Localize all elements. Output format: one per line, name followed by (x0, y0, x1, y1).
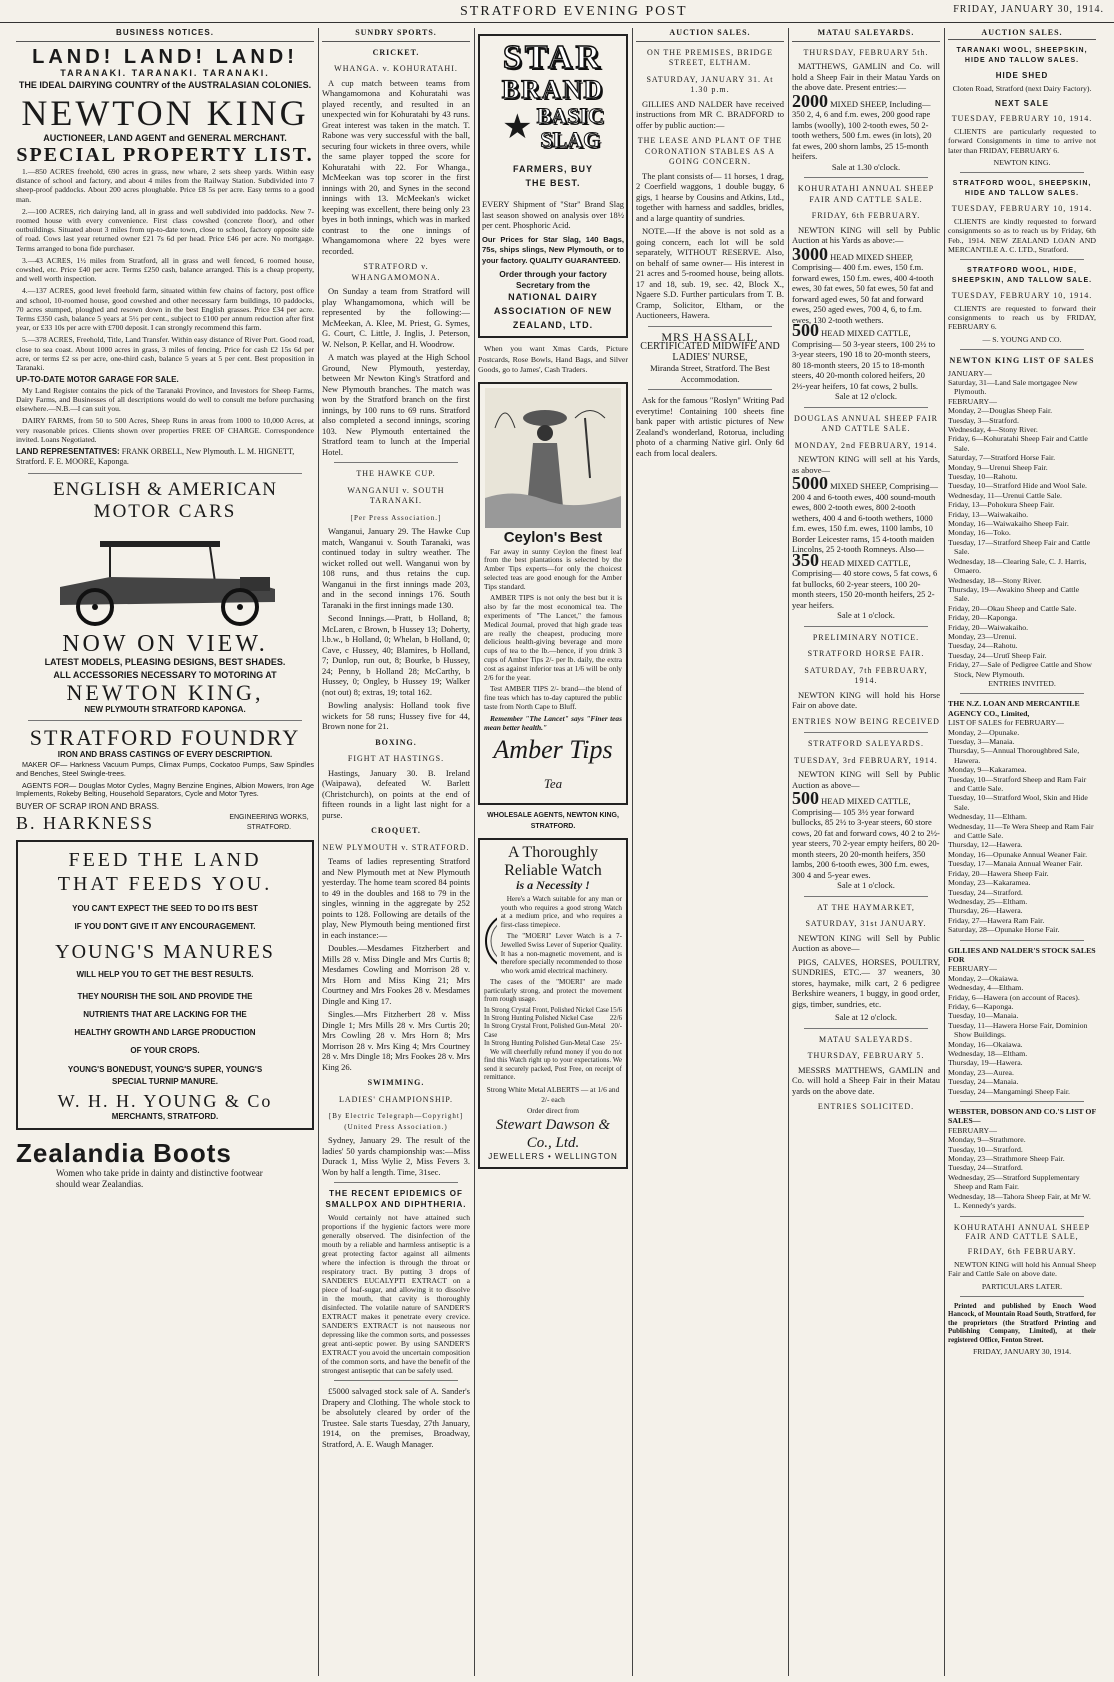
list-item: Saturday, 28—Opunake Horse Fair. (948, 925, 1060, 935)
price-label: In Strong Hunting Polished Nickel Case (484, 1015, 594, 1023)
list-item: Tuesday, 17—Manaia Annual Weaner Fair. (948, 859, 1083, 869)
list-item: Friday, 27—Sale of Pedigree Cattle and Show Stock, New Plymouth. (948, 660, 1092, 679)
stock-entry (792, 473, 940, 555)
section-heading: MATAU SALEYARDS. (792, 28, 940, 42)
stock-entry (792, 243, 940, 326)
list-item: Monday, 16—Toko. (948, 528, 1011, 538)
list-item: FEBRUARY— (948, 396, 997, 406)
list-item: 5.—378 ACRES, Freehold, Title, Land Transfer. Within easy distance of River Port. Good road, close to sea coast. About 1000 acres in grass, 3 miles of fencing. Price for cash £2 15s 6d per acre, or terms £2 ss per acre, one-third cash, balance 5 years at 5 per cent. Best proposition in Taranaki. (16, 335, 314, 373)
column-auction-sales (636, 28, 784, 1676)
price-value: 20/- (611, 1023, 622, 1031)
article-paragraph: Bowling analysis: Holland took five wickets for 58 runs; Hussey five for 44, Brown none for 21. (322, 700, 470, 731)
sale-time: Sale at 1 o'clock. (837, 610, 895, 620)
sale-paragraph: NEWTON KING will Sell by Public Auction as above— (792, 932, 940, 953)
list-item: Wednesday, 18—Tahora Sheep Fair, at Mr W. L. Kennedy's yards. (948, 1191, 1091, 1211)
signature: NEWTON KING. (993, 158, 1051, 168)
list-label: FEBRUARY— (948, 964, 997, 974)
list-item: Tuesday, 3—Manaia. (948, 737, 1015, 746)
list-item (484, 1007, 622, 1015)
jewellers-wellington: JEWELLERS • WELLINGTON (488, 1152, 618, 1162)
sale-time: Sale at 12 o'clock. (835, 1012, 897, 1022)
list-item: 2.—100 ACRES, rich dairying land, all in grass and well subdivided into paddocks. New 7-roomed house with every convenience. First class cowshed (concrete floor), and other outbuildings. Situated about 3 miles from up-to-date town, close to school, factory opposite side of road. Cows last year returned owner £21 7s 6d per head. Price £46 per acre. No mortgage. Terms arranged to bona fide purchaser. (16, 206, 314, 253)
column-rule (632, 28, 633, 1676)
feeds-you: THAT FEEDS YOU. (57, 872, 273, 895)
section-heading: BUSINESS NOTICES. (16, 28, 314, 42)
webster-dobson-sales-list (948, 1135, 1096, 1210)
plant-list: The plant consists of— 11 horses, 1 drag, 2 Coerfield waggons, 1 double buggy, 6 gigs, 1 hearse by Cousins and Atkins, Ltd., together with harness and saddles, bridles, and a large quantity of sundries. (636, 170, 784, 223)
list-item: Tuesday, 24—Stratford. (948, 887, 1023, 897)
article-paragraph: Would certainly not have attained such proportions if the hygienic factors were more generally observed. The disinfection of the mouth by a reliable and harmless antiseptic is a great protecting factor against all ailments where the infection is through the throat or respiratory tract. By putting 3 drops of SANDER'S EUCALYPTI EXTRACT on a piece of loaf-sugar, and allowing it to dissolve in the mouth, that cavity is thoroughly disinfected. The volatile nature of SANDER'S EXTRACT makes it penetrate every crevice. SANDER'S EXTRACT is not nauseous nor depressing like the common sorts, and possesses great anti-septic power. By using SANDER'S EXTRACT you avoid the uncertain composition of the common sorts, and have the benefit of the strongest antiseptic that can be safely used. (322, 1213, 470, 1375)
list-item (484, 1023, 622, 1039)
list-item: Saturday, 31—Land Sale mortgagee New Plymouth. (948, 377, 1078, 397)
column-newton-king-ads (16, 28, 314, 1676)
list-item: 3.—43 ACRES, 1½ miles from Stratford, all in grass and well fenced, 6 roomed house, cowshed, etc. Price £40 per acre. Terms £250 cash, balance arranged. This is a cheap property, and well worth inspection. (16, 255, 314, 284)
paper-date: FRIDAY, JANUARY 30, 1914. (953, 4, 1104, 15)
list-item: Wednesday, 18—Stony River. (948, 575, 1042, 585)
list-item: Thursday, 5—Annual Thoroughbred Sale, Hawera. (948, 746, 1080, 765)
article-paragraph: Hastings, January 30. B. Ireland (Waipawa), defeated W. Barlett (Christchurch), on points at the end of fifteen rounds in a light last night for a purse. (322, 767, 470, 820)
list-item: Tuesday, 3—Stratford. (948, 415, 1019, 425)
article-paragraph: Teams of ladies representing Stratford and New Plymouth met at New Plymouth yesterday. The home team scored 84 points to 49 in the doubles and 168 to 79 in the singles, winning in the aggregate by 252 points to 128. Following are details of the play, New Plymouth being mentioned first in each instance:— (322, 856, 470, 940)
taranaki-line: TARANAKI. TARANAKI. TARANAKI. (60, 67, 270, 78)
list-item: Tuesday, 10—Manaia. (948, 1011, 1019, 1021)
list-item (484, 1015, 622, 1023)
sale-title: PRELIMINARY NOTICE. (812, 632, 920, 642)
scrap-buyer: BUYER OF SCRAP IRON AND BRASS. (16, 802, 159, 812)
list-item: Tuesday, 24—Mangamingi Sheep Fair. (948, 1086, 1071, 1096)
sale-date: SATURDAY, 31st JANUARY. (805, 919, 927, 928)
sale-date: SATURDAY, JANUARY 31. At 1.30 p.m. (646, 74, 774, 94)
stock-entry (792, 320, 940, 391)
section-heading: AUCTION SALES. (948, 28, 1096, 40)
entries-notice: ENTRIES NOW BEING RECEIVED (792, 716, 940, 726)
slag-logo-row (482, 104, 624, 152)
list-item: Monday, 9—Strathmore. (948, 1135, 1026, 1145)
list-item: Monday, 2—Okaiawa. (948, 973, 1019, 983)
list-item: Monday, 23—Strathmore Sheep Fair. (948, 1154, 1065, 1164)
list-item: Monday, 2—Opunake. (948, 727, 1020, 737)
sale-paragraph: NEWTON KING will Sell by Public Auction as above— (792, 769, 940, 790)
basic-slag-words (537, 104, 604, 152)
list-heading: WEBSTER, DOBSON AND CO.'S LIST OF SALES— (948, 1107, 1096, 1126)
agents-for: AGENTS FOR— Douglas Motor Cycles, Magny Benzine Engines, Albion Mowers, Iron Age Implements, Rokeby Belting, Household Separators, Cycle and Motor Tyres. (16, 780, 314, 799)
epidemic-heading: THE RECENT EPIDEMICS OF SMALLPOX AND DIPHTHERIA. (325, 1189, 467, 1209)
match-title: WHANGA. v. KOHURATAHI. (334, 64, 458, 73)
croquet-heading: CROQUET. (371, 826, 421, 835)
watch-price-list (484, 1007, 622, 1048)
list-item: Wednesday, 4—Eltham. (948, 983, 1024, 993)
article-paragraph: Wanganui, January 29. The Hawke Cup match, Wanganui v. South Taranaki, was continued today in sultry weather. The wicket rolled out well. Wanganui won by 108 runs, and thus retains the cup. Wanganui in the first innings made 203, and in the second innings 176. South Taranaki in the first innings made 130. (322, 526, 470, 610)
sale-title: DOUGLAS ANNUAL SHEEP FAIR AND CATTLE SALE. (793, 413, 939, 433)
price-label: In Strong Crystal Front, Polished Gun-Metal Case (484, 1023, 606, 1039)
tea-picker-illustration (485, 388, 621, 528)
list-item: Monday, 16—Waiwakaiho Sheep Fair. (948, 519, 1069, 529)
sale-title: MATAU SALEYARDS. (818, 1034, 914, 1044)
match-title: FIGHT AT HASTINGS. (347, 754, 445, 763)
section-heading: SUNDRY SPORTS. (322, 28, 470, 42)
article-paragraph: A match was played at the High School Ground, New Plymouth, yesterday, between Mr Newton King's Stratford and New Plymouth branches. The match was won by the Stratford branch on the first innings, by 100 runs to 69 runs. Stratford also completed a second innings, scoring 103. New Plymouth entertained the Stratford team to lunch at the Imperial Hotel. (322, 352, 470, 457)
whh-young: W. H. H. YOUNG & Co (57, 1090, 273, 1111)
loan-agency-sales-list (948, 728, 1096, 935)
match-title: NEW PLYMOUTH v. STRATFORD. (322, 842, 470, 852)
sale-date: TUESDAY, FEBRUARY 10, 1914. (951, 204, 1093, 214)
maker-of: MAKER OF— Harkness Vacuum Pumps, Climax Pumps, Cockatoo Pumps, Saw Spindles and Benches, Steel Swingle-trees. (16, 759, 314, 778)
hide-shed: HIDE SHED (995, 71, 1049, 81)
special-list-heading: SPECIAL PROPERTY LIST. (16, 144, 314, 166)
sale-title: AT THE HAYMARKET, (817, 902, 915, 912)
newton-king-sales-list (948, 378, 1096, 679)
list-item: Friday, 20—Waiwakaiho. (948, 622, 1029, 632)
feed-the-land: FEED THE LAND (68, 848, 262, 871)
sale-date: SATURDAY, 7th FEBRUARY, 1914. (804, 665, 928, 685)
branch-towns: NEW PLYMOUTH STRATFORD KAPONGA. (84, 704, 246, 714)
sale-paragraph: MATTHEWS, GAMLIN and Co. will hold a Sheep Fair in their Matau Yards on the above date. Present entries:— (792, 61, 940, 92)
nourish-soil: THEY NOURISH THE SOIL AND PROVIDE THE NUTRIENTS THAT ARE LACKING FOR THE HEALTHY GROWTH AND LARGE PRODUCTION OF YOUR CROPS. (74, 991, 256, 1055)
list-item: Monday, 23—Aurea. (948, 1067, 1014, 1077)
price-label: In Strong Hunting Polished Gun-Metal Case (484, 1039, 606, 1047)
stock-detail: HEAD MIXED CATTLE, Comprising— 105 3½ year forward bullocks, 85 2½ to 3-year steers, 60 store cows, 20 fat and forward cows, 40 2 to 2½-year steers, 70 2-year empty heifers, 80 20-month steers, 20 20-month heifers, 350 lambs, 200 6-tooth ewes, 300 f.m. ewes, 300 4 and 5-year ewes. (792, 796, 940, 880)
cloten-road: Cloten Road, Stratford (next Dairy Factory). (952, 83, 1092, 93)
column-display-ads (478, 28, 628, 1676)
stock-detail: MIXED SHEEP, Comprising— 200 4 and 6-tooth ewes, 400 sound-mouth ewes, 800 2-tooth ewes, 800 2-tooth wethers, 400 4 and 6-tooth wethers, 1000 f.m. ewes, 150 f.m. ewes, 1100 lambs, 10 Border Leicester rams, 15 4-tooth maiden Lincolns, 25 2-tooth Romneys. Also— (792, 481, 939, 554)
watch-ad (478, 838, 628, 1168)
newton-king-title: NEWTON KING (21, 92, 309, 133)
list-item: Tuesday, 10—Rahotu. (948, 472, 1018, 482)
slag-prices: Our Prices for Star Slag, 140 Bags, 75s, ships slings, New Plymouth, or to your factory. QUALITY GUARANTEED. (482, 234, 624, 265)
watch-heading: A Thoroughly Reliable Watch (504, 844, 602, 880)
ceylons-best: Ceylon's Best (503, 528, 603, 546)
cricket-heading: CRICKET. (372, 47, 420, 57)
slag-word: SLAG (540, 127, 601, 152)
list-item: Wednesday, 25—Stratford Supplementary Sheep and Ram Fair. (948, 1172, 1080, 1192)
watch-body (484, 895, 622, 978)
list-item: Wednesday, 18—Eltham. (948, 1049, 1028, 1058)
list-item: Thursday, 19—Hawera. (948, 1058, 1023, 1068)
match-title: STRATFORD v. WHANGAMOMONA. (351, 262, 441, 282)
list-item (484, 1040, 622, 1048)
price-label: In Strong Crystal Front, Polished Nickel Case (484, 1007, 609, 1015)
stock-detail: HEAD MIXED SHEEP, Comprising— 400 f.m. ewes, 150 f.m. forward ewes, 150 f.m. ewes, 400 4-tooth ewes, 30 fat ewes, 50 fat ewes, 50 fat and forward aged ewes, 50 fat and forward ewes, 250 aged ewes, 700 4, 6, to f.m. ewes, 130 2-tooth wethers. (792, 251, 934, 325)
sale-paragraph: CLIENTS are requested to forward their consignments to reach us by FRIDAY, FEBRUARY 6. (948, 303, 1096, 332)
brand-word: BRAND (501, 75, 605, 104)
list-item: Tuesday, 17—Stratford Sheep Fair and Cattle Sale. (948, 537, 1091, 557)
price-value: 25/- (611, 1039, 622, 1047)
zealandia-text: Women who take pride in dainty and distinctive footwear should wear Zealandias. (56, 1168, 263, 1189)
sale-title: STRATFORD HORSE FAIR. (807, 649, 925, 658)
match-title: WANGANUI v. SOUTH TARANAKI. (347, 485, 445, 505)
price-value: 15/6 (609, 1007, 622, 1015)
stock-entry (792, 549, 940, 611)
particulars-later: PARTICULARS LATER. (981, 1281, 1063, 1291)
sale-paragraph: CLIENTS are particularly requested to forward Consignments in time to arrive not later than FRIDAY, FEBRUARY 6. (948, 126, 1096, 155)
sale-paragraph: GILLIES AND NALDER have received instructions from MR C. BRADFORD to offer by public auction:— (636, 98, 784, 130)
entries-invited: ENTRIES INVITED. (988, 678, 1056, 688)
tea-paragraph: Far away in sunny Ceylon the finest leaf from the best plantations is selected by the Amber Tips experts—for only the choicest selected teas are good enough for the Amber Tips standard. (484, 546, 622, 591)
list-label: FEBRUARY— (948, 1125, 997, 1135)
stock-count: 500 (792, 320, 819, 340)
sale-paragraph: NEWTON KING will sell at his Yards, as above— (792, 454, 940, 475)
roslyn-pad-ad: Ask for the famous "Roslyn" Writing Pad everytime! Containing 100 sheets fine bank paper with artistic pictures of New Zealand's wonderland, Rotorua, including photo of a charming Native girl. Only 6d each from local dealers. (636, 395, 784, 458)
list-item: Wednesday, 11—Urenui Cattle Sale. (948, 490, 1062, 500)
necessity: is a Necessity ! (516, 878, 590, 893)
sale-lot: THE LEASE AND PLANT OF THE CORONATION STABLES AS A GOING CONCERN. (637, 136, 783, 166)
latest-models: LATEST MODELS, PLEASING DESIGNS, BEST SHADES. (44, 656, 286, 667)
article-paragraph: Second Innings.—Pratt, b Holland, 8; McLaren, c Brown, b Hussey 13; Doherty, l.b.w., b Holland, 0; Whelan, b Holland, 0; Cave, c Hussey, 40; Blamires, b Holland, 7; Dunlop, run out, 8; Bourke, b Hussey, 24; Penny, b Holland 28; McCarthy, b Hussey, 0; Ongley, b Hussey 19; Walker (not out) 8; extras, 19; total 162. (322, 613, 470, 697)
list-item: Tuesday, 10—Stratford Hide and Wool Sale. (948, 481, 1087, 491)
list-item: Thursday, 26—Hawera. (948, 906, 1023, 916)
cant-expect: YOU CAN'T EXPECT THE SEED TO DO ITS BEST IF YOU DON'T GIVE IT ANY ENCOURAGEMENT. (72, 903, 258, 931)
list-item: Tuesday, 24—Rahotu. (948, 641, 1018, 651)
harkness-sig (16, 813, 314, 834)
foundry-title: STRATFORD FOUNDRY (29, 725, 301, 751)
motor-car-illustration (40, 527, 290, 627)
amber-tips-logo (484, 735, 622, 799)
star-word: STAR (502, 39, 604, 76)
refund-note: We will cheerfully refund money if you do not find this Watch right up to your expectations. We send it securely packed, Post Free, on receipt of remittance. (484, 1048, 622, 1082)
article-paragraph: On Sunday a team from Stratford will play Whangamomona, which will be represented by the following:—McMeekan, A. Klee, M. Priest, G. Symes, G. Court, C. Little, J. Inglis, J. Peterson, W. Nelson, P. Kellar, and H. Woodrow. (322, 286, 470, 349)
list-item: Monday, 23—Kakaramea. (948, 878, 1031, 888)
stock-detail: MIXED SHEEP, Including— 350 2, 4, 6 and f.m. ewes, 200 good rape lambs (woolly), 100 2-tooth ewes, 50 2-tooth wethers, 500 f.m. ewes (in lots), 20 fat ewes, 200 shorn lambs, 25 15-month heifers. (792, 98, 932, 161)
entries-notice: ENTRIES SOLICITED. (817, 1102, 915, 1111)
tea-word: Tea (543, 776, 563, 792)
list-item: Wednesday, 11—Te Wera Sheep and Ram Fair and Cattle Sale. (948, 821, 1094, 841)
stock-entry (792, 90, 940, 162)
list-item: Friday, 20—Kaponga. (948, 613, 1018, 623)
sale-title: KOHURATAHI ANNUAL SHEEP FAIR AND CATTLE SALE, (953, 1222, 1091, 1241)
column-rule (474, 28, 475, 1676)
list-item: Tuesday, 24—Manaia. (948, 1077, 1019, 1087)
list-label: JANUARY— (948, 368, 992, 378)
match-title: LADIES' CHAMPIONSHIP. (338, 1094, 453, 1104)
alberts: Strong White Metal ALBERTS — at 1/6 and 2/- each (486, 1084, 620, 1105)
youngs-products: YOUNG'S BONEDUST, YOUNG'S SUPER, YOUNG'S SPECIAL TURNIP MANURE. (67, 1064, 263, 1086)
auctioneer-line: AUCTIONEER, LAND AGENT and GENERAL MERCHANT. (43, 132, 287, 143)
signature: — S. YOUNG AND CO. (982, 334, 1062, 344)
midwife-title: CERTIFICATED MIDWIFE AND LADIES' NURSE, (640, 341, 780, 363)
list-item: Monday, 16—Okaiawa. (948, 1039, 1023, 1049)
list-item: Friday, 6—Hawera (on account of Races). (948, 992, 1080, 1002)
property-list (16, 167, 314, 372)
shipment-text: EVERY Shipment of "Star" Brand Slag last season showed on analysis over 18½ per cent. Phosphoric Acid. (482, 200, 624, 230)
list-item: Friday, 13—Waiwakaiho. (948, 509, 1029, 519)
sale-paragraph: NEWTON KING will hold his Annual Sheep Fair and Cattle Sale on above date. (948, 1259, 1096, 1279)
next-sale: NEXT SALE (995, 99, 1049, 109)
ideal-dairy: THE IDEAL DAIRYING COUNTRY of the AUSTRALASIAN COLONIES. (18, 80, 312, 90)
representatives-label: LAND REPRESENTATIVES: (16, 446, 120, 456)
stock-detail: HEAD MIXED CATTLE, Comprising— 50 3-year steers, 100 2½ to 3-year steers, 190 18 to 20-month steers, 80 18-month steers, 20 15 to 18-month steers, 40 20-month colored heifers, 20 2½-year heifers, 10 fat cows, 2 bulls. (792, 328, 936, 391)
list-item: Friday, 6—Kohuratahi Sheep Fair and Cattle Sale. (948, 434, 1088, 453)
price-value: 22/6 (609, 1015, 622, 1023)
star-icon: ★ (502, 108, 533, 146)
watch-paragraph: The cases of the "MOERI" are made particularly strong, and protect the movement from rough usage. (484, 978, 622, 1004)
xmas-cards: When you want Xmas Cards, Picture Postcards, Rose Bowls, Hand Bags, and Silver Goods, go to James', Cash Traders. (478, 344, 628, 374)
hassall-address: Miranda Street, Stratford. The Best Accommodation. (650, 363, 770, 384)
list-item: Tuesday, 10—Stratford. (948, 1144, 1023, 1154)
stock-count: 500 (792, 788, 819, 808)
list-item: Wednesday, 25—Eltham. (948, 896, 1028, 906)
order-through: Order through your factory Secretary from the (499, 269, 607, 290)
article-paragraph: Doubles.—Mesdames Fitzherbert and Mills 28 v. Miss Dingle and Mrs Curtis 8; Mesdames Cowling and Morrison 28 v. Mrs Horn and Miss King 21; Mrs Courtney and Mrs Fookes 28 v. Mesdames Dingle and King 17. (322, 943, 470, 1006)
sale-date: THURSDAY, FEBRUARY 5. (807, 1051, 925, 1060)
list-item: Monday, 16—Opunake Annual Weaner Fair. (948, 849, 1088, 859)
watch-paragraph: Here's a Watch suitable for any man or youth who requires a good strong Watch at a medium price, and who requires a first-class timepiece. (500, 894, 622, 929)
list-item: Monday, 9—Urenui Sheep Fair. (948, 462, 1048, 472)
press-credit: [Per Press Association.] (350, 513, 442, 522)
list-item: 4.—137 ACRES, good level freehold farm, situated within few chains of factory, post office and school, 10-roomed house, good cowshed and other necessary farm buildings, 10 paddocks, 70 acres stumped, ploughed and resown down in the best English grasses. Price £34 per acre. Terms £350 cash, balance 5 years at 5½ per cent., subject to £100 per annum reduction after first year, or £33 10s per acre with £700 deposit. I can strongly recommend this farm. (16, 286, 314, 333)
sale-date: TUESDAY, 3rd FEBRUARY, 1914. (794, 755, 938, 765)
column-rule (318, 28, 319, 1676)
imprint-date: FRIDAY, JANUARY 30, 1914. (972, 1346, 1072, 1356)
sale-title: TARANAKI WOOL, SHEEPSKIN, HIDE AND TALLOW SALES. (956, 47, 1088, 64)
sale-note: NOTE.—If the above is not sold as a going concern, each lot will be sold separately, WITHOUT RESERVE. Also, on behalf of same owner— His interest in 21 acres and 5-roomed house, being allots. 17 and 18, sub. 19, sec. 42, Block X., Ngaere S.D. Further particulars from T. B. Cramp, Solicitor, Eltham, or the Auctioneers, Hawera. (636, 226, 784, 320)
list-item: 1.—850 ACRES freehold, 690 acres in grass, new whare, 2 sets sheep yards. Within easy distance of school and factory, and about 4 miles from the Railway Station. Subdivided into 7 sheep-proof paddocks. About 200 acres ploughable. Price £8 5s per acre. Easy terms to a good man. (16, 167, 314, 204)
engineering-works: ENGINEERING WORKS, STRATFORD. (229, 813, 309, 832)
zealandia-boots: Zealandia Boots (16, 1138, 232, 1169)
swimming-heading: SWIMMING. (367, 1078, 425, 1087)
stock-count: 5000 (792, 473, 828, 493)
watch-paragraph: The "MOERI" Lever Watch is a 7-Jewelled Swiss Lever of Superior Quality. It has a non-magnetic movement, and is therefore specially recommended to those who work amid electrical machinery. (500, 932, 622, 975)
dairy-farms-notice: DAIRY FARMS, from 50 to 500 Acres, Sheep Runs in areas from 1000 to 10,000 Acres, at very reasonable prices. Clients shown over properties FREE OF CHARGE. Correspondence invited. Loans Negotiated. (16, 416, 314, 444)
sale-date: THURSDAY, FEBRUARY 5th. (803, 47, 929, 57)
list-item: Monday, 23—Urenui. (948, 631, 1017, 641)
tea-paragraph: AMBER TIPS is not only the best but it is also by far the most economical tea. The experiments of "The Lancet," the famous Medical Journal, proved that high grade teas are really the cheapest, producing more delicious health-giving beverage and more cups of tea to the lb.—hence, if you drink 3 cups of Amber Tips 2/- per lb. daily, the extra cost as against inferior teas at 1/6 will be only 2/6 for the year. (484, 593, 622, 682)
land-heading: LAND! LAND! LAND! (32, 45, 298, 68)
amber-tips-word: Amber Tips (493, 735, 613, 765)
list-label: LIST OF SALES for FEBRUARY— (948, 718, 1064, 728)
stock-detail: HEAD MIXED CATTLE, Comprising— 40 store cows, 5 fat cows, 6 fat bullocks, 60 2-year steers, 100 20-month steers, 150 20-month heifers, 25 2-year heifers. (792, 557, 938, 610)
list-item: Thursday, 19—Awakino Sheep and Cattle Sale. (948, 584, 1080, 604)
gillies-nalder-sales-list (948, 974, 1096, 1096)
watch-text (501, 895, 622, 978)
land-representatives (16, 447, 314, 468)
hassall-name: MRS HASSALL, (661, 329, 759, 344)
column-rule (944, 28, 945, 1676)
sale-date: FRIDAY, 6th FEBRUARY. (967, 1247, 1077, 1257)
stock-count: 350 (792, 549, 819, 570)
sale-date: TUESDAY, FEBRUARY 10, 1914. (951, 291, 1093, 301)
list-item: Friday, 20—Hawera Sheep Fair. (948, 868, 1049, 878)
best-results: WILL HELP YOU TO GET THE BEST RESULTS. (76, 969, 254, 979)
harkness-name: B. HARKNESS (16, 812, 155, 833)
national-dairy: NATIONAL DAIRY ASSOCIATION OF NEW ZEALAND, LTD. (493, 292, 613, 330)
farmers-buy: FARMERS, BUY THE BEST. (512, 164, 593, 188)
section-heading: AUCTION SALES. (636, 28, 784, 42)
wholesale-agents: WHOLESALE AGENTS, NEWTON KING, STRATFORD. (487, 812, 619, 830)
article-paragraph: Singles.—Mrs Fitzherbert 28 v. Miss Dingle 1; Mrs Mills 28 v. Mrs Curtis 20; Mrs Cowling 28 v. Mrs Horn 8; Mrs Morrison 28 v. Mrs King 4; Mrs Courtney 28 v. Mrs Dingle 18; Mrs Fookes 28 v. Mrs King 26. (322, 1009, 470, 1072)
register-notice: My Land Register contains the pick of the Taranaki Province, and Investors for Sheep Farms, Dairy Farms, and Businesses of all descriptions would do well to consult me before purchasing elsewhere.—N.B.—I can suit you. (16, 385, 314, 414)
sale-title: STRATFORD WOOL, SHEEPSKIN, HIDE AND TALLOW SALES. (952, 180, 1092, 197)
accessories-line: ALL ACCESSORIES NECESSARY TO MOTORING AT (53, 670, 277, 681)
newton-king-motor: NEWTON KING, (66, 679, 264, 705)
press-credit: [By Electric Telegraph—Copyright] (United Press Association.) (328, 1112, 464, 1131)
sale-title: STRATFORD WOOL, HIDE, SHEEPSKIN, AND TALLOW SALE. (951, 267, 1093, 284)
youngs-manures-ad (16, 840, 314, 1131)
list-item: Tuesday, 24—Stratford. (948, 1163, 1023, 1173)
order-direct: Order direct from (526, 1105, 580, 1115)
list-item: Tuesday, 24—Urutī Sheep Fair. (948, 650, 1047, 660)
article-paragraph: Sydney, January 29. The result of the ladies' 50 yards championship was:—Miss Durack 1, Miss Wylie 2, Miss Fevers 3. Won by half a length. Time, 31sec. (322, 1135, 470, 1177)
motor-heading: ENGLISH & AMERICAN (53, 478, 277, 500)
iron-castings: IRON AND BRASS CASTINGS OF EVERY DESCRIPTION. (57, 750, 273, 760)
representatives-names: FRANK ORBELL, New Plymouth. L. M. HIGNETT, Stratford. F. E. MOORE, Kaponga. (16, 446, 295, 467)
masthead (0, 0, 1114, 23)
list-item: Friday, 20—Okau Sheep and Cattle Sale. (948, 603, 1077, 613)
amber-tips-ad (478, 382, 628, 806)
star-slag-ad (478, 34, 628, 338)
sale-date: TUESDAY, FEBRUARY 10, 1914. (951, 114, 1093, 124)
imprint: Printed and published by Enoch Wood Hancock, of Mountain Road South, Stratford, for the proprietors (the Stratford Printing and Publishing Company, Limited), at their registered Office, Fenton Street. (948, 1301, 1096, 1344)
list-heading: GILLIES AND NALDER'S STOCK SALES FOR (948, 945, 1096, 964)
list-item: Friday, 27—Hawera Ram Fair. (948, 915, 1045, 925)
motor-heading-2: MOTOR CARS (93, 500, 237, 522)
list-item: Tuesday, 10—Stratford Sheep and Ram Fair and Cattle Sale. (948, 774, 1087, 794)
sale-time: Sale at 1.30 o'clock. (831, 161, 901, 172)
lancet-quote: Remember "The Lancet" says "Finer teas mean better health." (484, 713, 622, 732)
stock-count: 2000 (792, 90, 828, 111)
list-item: Saturday, 7—Stratford Horse Fair. (948, 453, 1056, 463)
sale-title: STRATFORD SALEYARDS. (807, 739, 925, 748)
tea-paragraph: Test AMBER TIPS 2/- brand—the blend of fine teas which has to-day captured the public taste from North Cape to Bluff. (484, 684, 622, 712)
youngs-manures: YOUNG'S MANURES (55, 940, 275, 963)
article-paragraph: A cup match between teams from Whangamomona and Kohuratahi was played recently, and resulted in an unexpected win for Kohuratahi by 43 runs. Great interest was taken in the match. T. Rabone was very successful with the ball, securing four wickets in three overs, while the same player topped the score for Kohuratahi with 22. For Whanga., McMeekan was top scorer in the first innings with 20, and Synes in the second innings with 13. McMeekan's wicket keeping was excellent, there being only 23 byes in both innings, which was in marked contrast to the one innings of Whangamomona where 22 byes were recorded. (322, 77, 470, 256)
sale-time: Sale at 12 o'clock. (835, 391, 897, 401)
sale-paragraph: CLIENTS are kindly requested to forward consignments so as to reach us by Friday, 6th Feb., 1914. NEW ZEALAND LOAN AND MERCANTILE A. C. LTD., Stratford. (948, 216, 1096, 254)
sale-date: FRIDAY, 6th FEBRUARY. (811, 211, 921, 220)
sale-paragraph: MESSRS MATTHEWS, GAMLIN and Co. will hold a Sheep Fair in their Matau yards on the above date. (792, 1064, 940, 1096)
column-saleyards (792, 28, 940, 1676)
column-sports (322, 28, 470, 1676)
stock-count: 3000 (792, 243, 828, 264)
stock-entry (792, 788, 940, 880)
pocket-watch-icon (484, 895, 497, 975)
column-wool-sales (948, 28, 1096, 1676)
list-heading: THE N.Z. LOAN AND MERCANTILE AGENCY CO., Limited, (948, 699, 1080, 718)
list-heading: NEWTON KING LIST OF SALES (949, 356, 1095, 366)
list-item: Wednesday, 18—Clearing Sale, C. J. Harris, Omaero. (948, 556, 1087, 576)
boxing-heading: BOXING. (375, 737, 417, 747)
sale-title: KOHURATAHI ANNUAL SHEEP FAIR AND CATTLE SALE. (797, 184, 935, 204)
sale-time: Sale at 1 o'clock. (837, 880, 895, 890)
list-item: Monday, 9—Kakaramea. (948, 765, 1027, 775)
stewart-dawson: Stewart Dawson & Co., Ltd. (495, 1117, 611, 1152)
list-item: Thursday, 12—Hawera. (948, 840, 1023, 850)
merchants-stratford: MERCHANTS, STRATFORD. (111, 1111, 219, 1121)
sale-date: MONDAY, 2nd FEBRUARY, 1914. (794, 440, 938, 450)
basic-word: BASIC (536, 103, 604, 128)
sale-lot: PIGS, CALVES, HORSES, POULTRY, SUNDRIES, ETC.— 37 weaners, 30 stores, haymake, milk cart, 2 6 pedigree Berkshire weaners, 1 buggy, in good order, gigs, timber, sundries, etc. (792, 956, 940, 1009)
list-item: Wednesday, 11—Eltham. (948, 812, 1027, 822)
list-item: Friday, 6—Kaponga. (948, 1001, 1014, 1011)
sale-location: ON THE PREMISES, BRIDGE STREET, ELTHAM. (647, 47, 773, 67)
list-item: Monday, 2—Douglas Sheep Fair. (948, 406, 1053, 416)
list-item: Wednesday, 4—Stony River. (948, 425, 1038, 434)
match-title: THE HAWKE CUP. (356, 469, 436, 478)
now-on-view: NOW ON VIEW. (62, 630, 268, 657)
list-item: Friday, 13—Pohokura Sheep Fair. (948, 500, 1055, 510)
sale-paragraph: NEWTON KING will hold his Horse Fair on above date. (792, 689, 940, 710)
article-paragraph: £5000 salvaged stock sale of A. Sander's Drapery and Clothing. The whole stock to be absolutely cleared by order of the Trustee. Sale starts Tuesday, 27th January, 1914, on the premises, Broadway, Stratford, A. E. Waugh Manager. (322, 1386, 470, 1449)
paper-title: STRATFORD EVENING POST (460, 4, 688, 19)
sale-paragraph: NEWTON KING will sell by Public Auction at his Yards as above:— (792, 224, 940, 245)
garage-notice: UP-TO-DATE MOTOR GARAGE FOR SALE. (16, 375, 179, 385)
list-item: Tuesday, 11—Hawera Horse Fair, Dominion Show Buildings. (948, 1020, 1088, 1040)
column-rule (788, 28, 789, 1676)
list-item: Tuesday, 10—Stratford Wool, Skin and Hide Sale. (948, 793, 1088, 812)
